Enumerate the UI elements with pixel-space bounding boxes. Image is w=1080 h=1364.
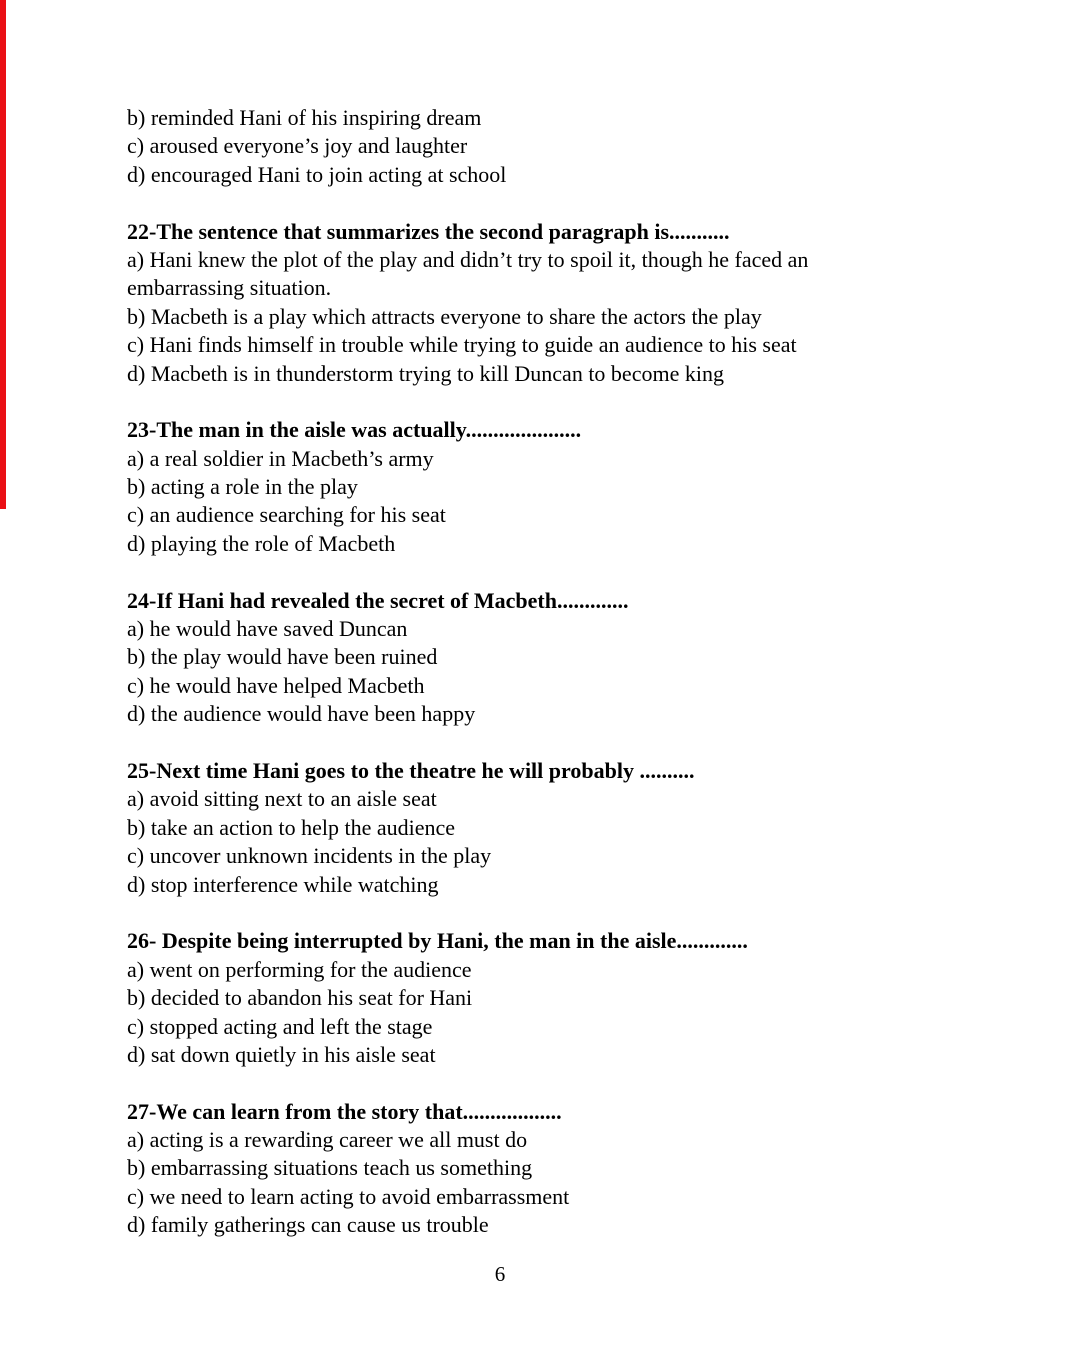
option-line: a) Hani knew the plot of the play and didn’t try to spoil it, though he faced an [127,246,809,272]
option-line: d) encouraged Hani to join acting at school [127,161,507,187]
option-line: d) playing the role of Macbeth [127,530,396,556]
question-24-header: 24-If Hani had revealed the secret of Macbeth............. [127,587,629,613]
option-line: c) an audience searching for his seat [127,502,446,528]
option-line: b) take an action to help the audience [127,814,456,840]
option-line: c) Hani finds himself in trouble while trying to guide an audience to his seat [127,332,797,358]
exam-content [127,104,957,1240]
question-26-header: 26- Despite being interrupted by Hani, the man in the aisle............. [127,928,748,954]
option-line: c) aroused everyone’s joy and laughter [127,133,468,159]
option-line: b) decided to abandon his seat for Hani [127,985,473,1011]
spacer [127,899,957,927]
question-25-header: 25-Next time Hani goes to the theatre he will probably .......... [127,757,695,783]
option-line: c) stopped acting and left the stage [127,1013,433,1039]
option-line: d) family gatherings can cause us trouble [127,1212,489,1238]
option-line-continuation: embarrassing situation. [127,275,332,301]
option-line: b) the play would have been ruined [127,644,438,670]
option-line: b) embarrassing situations teach us something [127,1155,533,1181]
option-line: c) he would have helped Macbeth [127,672,425,698]
spacer [127,1069,957,1097]
question-27-header: 27-We can learn from the story that.................. [127,1098,562,1124]
page-edge-red-stripe [0,0,6,509]
spacer [127,189,957,217]
question-22-header: 22-The sentence that summarizes the second paragraph is........... [127,218,730,244]
question-23-header: 23-The man in the aisle was actually..................... [127,417,582,443]
option-line: a) avoid sitting next to an aisle seat [127,786,437,812]
spacer [127,729,957,757]
spacer [127,388,957,416]
option-line: a) acting is a rewarding career we all must do [127,1127,528,1153]
option-line: a) a real soldier in Macbeth’s army [127,445,434,471]
option-line: d) stop interference while watching [127,871,439,897]
option-line: c) uncover unknown incidents in the play [127,843,492,869]
option-line: a) went on performing for the audience [127,956,472,982]
spacer [127,558,957,586]
option-line: d) the audience would have been happy [127,701,476,727]
option-line: b) reminded Hani of his inspiring dream [127,105,482,130]
option-line: d) sat down quietly in his aisle seat [127,1041,436,1067]
option-line: c) we need to learn acting to avoid embarrassment [127,1183,570,1209]
option-line: b) acting a role in the play [127,474,358,500]
option-line: b) Macbeth is a play which attracts everyone to share the actors the play [127,303,762,329]
option-line: a) he would have saved Duncan [127,616,408,642]
option-line: d) Macbeth is in thunderstorm trying to kill Duncan to become king [127,360,724,386]
page-number: 6 [494,1262,506,1286]
